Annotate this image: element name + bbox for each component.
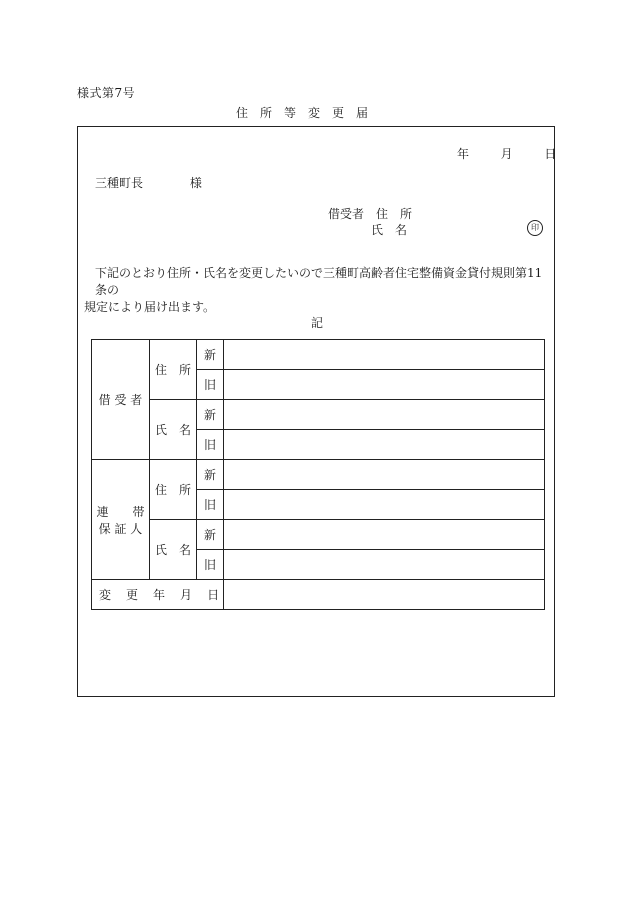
table-row (92, 460, 545, 490)
borrower-new-name-field[interactable] (224, 400, 545, 430)
body-text (84, 265, 554, 316)
borrower-name-label: 氏 名 (150, 400, 197, 460)
guarantor-label (92, 460, 150, 580)
new-label: 新 (197, 340, 224, 370)
page-title: 住 所 等 変 更 届 (236, 106, 369, 120)
new-label: 新 (197, 460, 224, 490)
table-row (92, 340, 545, 370)
change-table (91, 339, 545, 610)
guarantor-old-name-field[interactable] (224, 550, 545, 580)
borrower-old-name-field[interactable] (224, 430, 545, 460)
guarantor-new-name-field[interactable] (224, 520, 545, 550)
date-line (457, 145, 556, 162)
body-text-line2: 規定により届け出ます。 (84, 300, 216, 314)
guarantor-address-label: 住 所 (150, 460, 197, 520)
old-label: 旧 (197, 370, 224, 400)
addressee-honorific: 様 (189, 176, 202, 190)
new-label: 新 (197, 400, 224, 430)
applicant-name-label: 氏 名 (371, 223, 408, 237)
borrower-old-address-field[interactable] (224, 370, 545, 400)
old-label: 旧 (197, 430, 224, 460)
form-frame (77, 126, 555, 697)
table-row (92, 400, 545, 430)
guarantor-old-address-field[interactable] (224, 490, 545, 520)
guarantor-name-label: 氏 名 (150, 520, 197, 580)
guarantor-label-line1: 連 帯 (96, 504, 145, 519)
ki-heading: 記 (311, 316, 324, 330)
borrower-label: 借 受 者 (92, 340, 150, 460)
change-date-label: 変 更 年 月 日 (92, 580, 224, 610)
guarantor-new-address-field[interactable] (224, 460, 545, 490)
table-row (92, 520, 545, 550)
month-label: 月 (500, 147, 513, 161)
old-label: 旧 (197, 550, 224, 580)
addressee (95, 174, 202, 191)
applicant-address-label: 借受者 住 所 (328, 207, 413, 221)
guarantor-label-line2: 保 証 人 (98, 521, 143, 536)
year-label: 年 (457, 147, 470, 161)
new-label: 新 (197, 520, 224, 550)
borrower-address-label: 住 所 (150, 340, 197, 400)
old-label: 旧 (197, 490, 224, 520)
seal-icon: 印 (527, 220, 543, 236)
borrower-new-address-field[interactable] (224, 340, 545, 370)
table-row (92, 580, 545, 610)
addressee-name: 三種町長 (95, 176, 144, 190)
day-label: 日 (544, 147, 557, 161)
form-number: 様式第7号 (77, 86, 136, 100)
change-date-field[interactable] (224, 580, 545, 610)
body-text-line1: 下記のとおり住所・氏名を変更したいので三種町高齢者住宅整備資金貸付規則第11条の (95, 266, 543, 297)
